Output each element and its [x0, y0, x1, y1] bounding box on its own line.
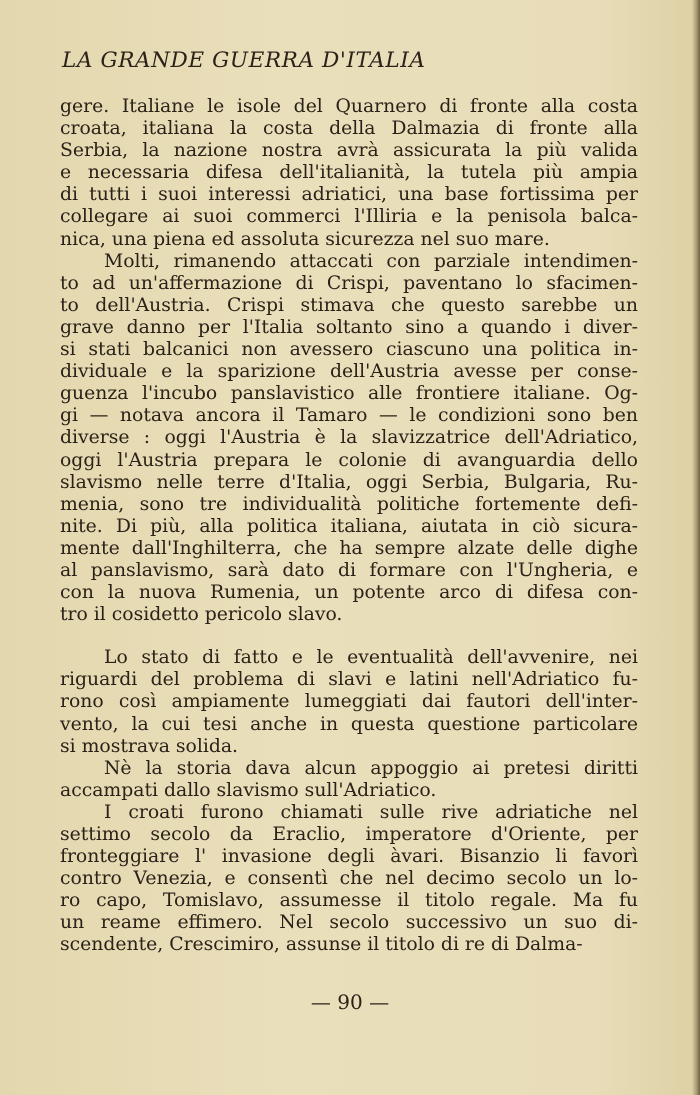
paragraph — [60, 758, 638, 802]
text-line: nica, una piena ed assoluta sicurezza nel suo mare. — [60, 228, 550, 250]
text-line: guenza l'incubo panslavistico alle frontiere italiane. Og- — [60, 383, 638, 405]
text-line: un reame effimero. Nel secolo successivo un suo di- — [60, 912, 638, 934]
text-line: collegare ai suoi commerci l'Illiria e la penisola balca- — [60, 206, 638, 228]
text-line: slavismo nelle terre d'Italia, oggi Serbia, Bulgaria, Ru- — [60, 471, 638, 493]
paragraph — [60, 802, 638, 957]
text-line: croata, italiana la costa della Dalmazia di fronte alla — [60, 118, 638, 140]
text-line: oggi l'Austria prepara le colonie di avanguardia dello — [60, 449, 638, 471]
paragraph — [60, 647, 638, 757]
body-text — [60, 96, 638, 957]
text-line: gi — notava ancora il Tamaro — le condizioni sono ben — [60, 405, 638, 427]
running-head: LA GRANDE GUERRA D'ITALIA — [62, 48, 426, 73]
text-line: to ad un'affermazione di Crispi, paventano lo sfacimen- — [60, 272, 638, 294]
text-line: to dell'Austria. Crispi stimava che questo sarebbe un — [60, 294, 638, 316]
text-line: si mostrava solida. — [60, 735, 239, 757]
text-line: mente dall'Inghilterra, che ha sempre alzate delle dighe — [60, 537, 638, 559]
text-line: rono così ampiamente lumeggiati dai fautori dell'inter- — [60, 691, 638, 713]
text-line: diverse : oggi l'Austria è la slavizzatrice dell'Adriatico, — [60, 427, 638, 449]
text-line: Molti, rimanendo attaccati con parziale intendimen- — [104, 250, 638, 272]
text-line: grave danno per l'Italia soltanto sino a quando i diver- — [60, 316, 638, 338]
text-line: riguardi del problema di slavi e latini nell'Adriatico fu- — [60, 669, 638, 691]
text-line: si stati balcanici non avessero ciascuno una politica in- — [60, 339, 638, 361]
text-line: fronteggiare l' invasione degli àvari. Bisanzio li favorì — [60, 846, 638, 868]
text-line: contro Venezia, e consentì che nel decimo secolo un lo- — [60, 868, 638, 890]
text-line: Lo stato di fatto e le eventualità dell'avvenire, nei — [104, 647, 638, 669]
text-line: menia, sono tre individualità politiche fortemente defi- — [60, 493, 638, 515]
text-line: dividuale e la sparizione dell'Austria avesse per conse- — [60, 361, 638, 383]
text-line: Nè la storia dava alcun appoggio ai pretesi diritti — [104, 757, 638, 779]
text-line: tro il cosidetto pericolo slavo. — [60, 604, 343, 626]
text-line: I croati furono chiamati sulle rive adriatiche nel — [104, 801, 638, 823]
page-edge-shadow — [692, 0, 700, 1095]
text-line: scendente, Crescimiro, assunse il titolo di re di Dalma- — [60, 934, 583, 956]
text-line: gere. Italiane le isole del Quarnero di fronte alla costa — [60, 96, 638, 117]
text-line: di tutti i suoi interessi adriatici, una base fortissima per — [60, 184, 638, 206]
text-line: accampati dallo slavismo sull'Adriatico. — [60, 779, 437, 801]
page-number: — 90 — — [310, 990, 390, 1014]
text-line: nite. Di più, alla politica italiana, aiutata in ciò sicura- — [60, 515, 638, 537]
paragraph-gap — [60, 626, 638, 647]
text-line: settimo secolo da Eraclio, imperatore d'Oriente, per — [60, 824, 638, 845]
paragraph — [60, 251, 638, 627]
text-line: e necessaria difesa dell'italianità, la tutela più ampia — [60, 162, 638, 184]
text-line: al panslavismo, sarà dato di formare con l'Ungheria, e — [60, 559, 638, 581]
text-line: vento, la cui tesi anche in questa questione particolare — [60, 713, 638, 735]
paragraph — [60, 96, 638, 251]
text-line: con la nuova Rumenia, un potente arco di difesa con- — [60, 582, 638, 604]
text-line: Serbia, la nazione nostra avrà assicurata la più valida — [60, 140, 638, 162]
text-line: ro capo, Tomislavo, assumesse il titolo regale. Ma fu — [60, 890, 638, 912]
